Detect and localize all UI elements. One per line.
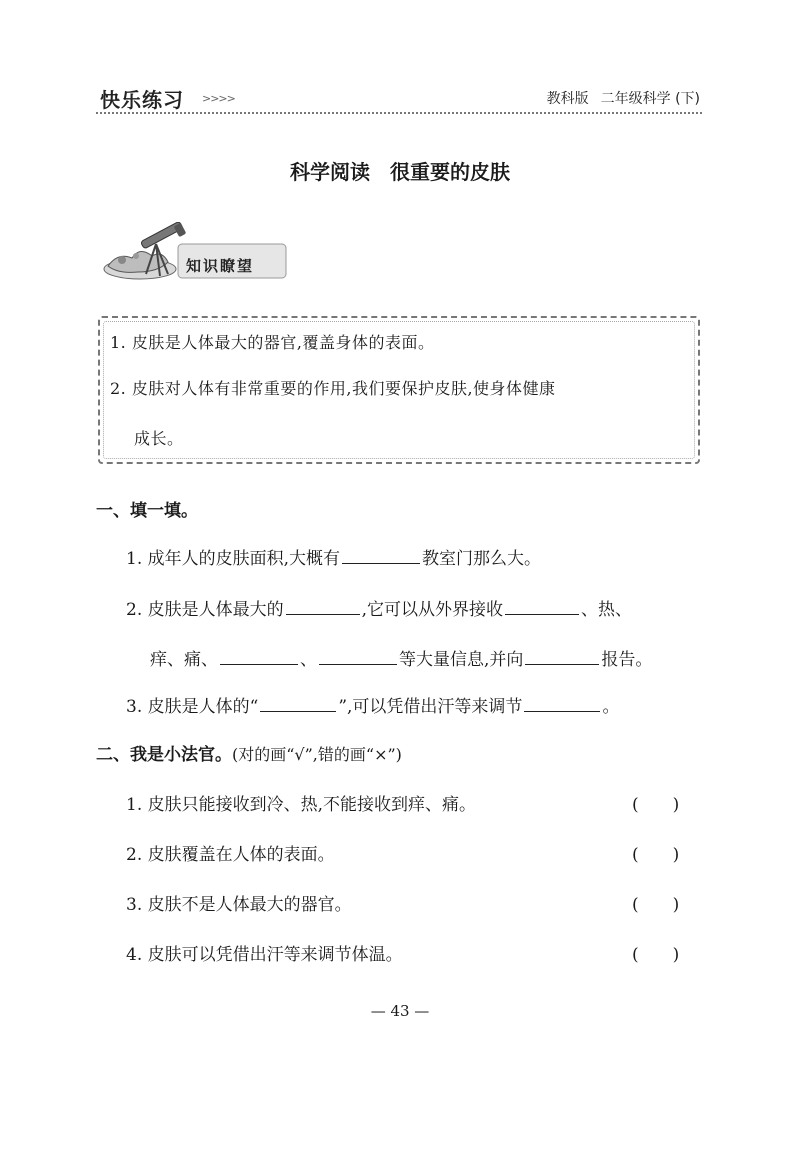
section-2-heading [96, 740, 402, 765]
fill-question-3 [126, 692, 619, 717]
answer-parentheses[interactable]: ( ) [632, 845, 680, 865]
question-text: 、 [300, 650, 317, 670]
edition-label: 教科版 [546, 91, 589, 107]
answer-blank[interactable] [319, 650, 397, 665]
answer-blank[interactable] [525, 650, 599, 665]
question-text: 、热、 [581, 600, 633, 620]
fill-question-1 [126, 544, 541, 569]
judge-item-3: 3. 皮肤不是人体最大的器官。 [126, 895, 352, 915]
knowledge-item-2-cont: 成长。 [134, 429, 184, 448]
page-title: 科学阅读 很重要的皮肤 [290, 160, 510, 184]
badge-label: 知识瞭望 [186, 257, 255, 275]
answer-blank[interactable] [342, 549, 420, 564]
question-text: 1. 成年人的皮肤面积,大概有 [126, 549, 341, 569]
fill-question-2 [126, 595, 632, 620]
answer-parentheses[interactable]: ( ) [632, 895, 680, 915]
knowledge-box [98, 316, 700, 464]
header-divider [96, 112, 702, 114]
answer-blank[interactable] [220, 650, 298, 665]
question-text: ”,可以凭借出汗等来调节 [338, 697, 523, 717]
answer-blank[interactable] [505, 600, 579, 615]
header-title: 快乐练习 [100, 88, 184, 112]
section-2-title: 二、我是小法官。 [96, 745, 232, 765]
answer-blank[interactable] [286, 600, 360, 615]
question-text: ,它可以从外界接收 [361, 600, 504, 620]
question-text: 报告。 [601, 650, 653, 670]
knowledge-badge [100, 222, 290, 284]
section-2-instructions: (对的画“√”,错的画“×”) [232, 745, 402, 764]
knowledge-item-2: 2. 皮肤对人体有非常重要的作用,我们要保护皮肤,使身体健康 [110, 379, 556, 398]
question-text: 2. 皮肤是人体最大的 [126, 600, 284, 620]
section-1-heading: 一、填一填。 [96, 501, 198, 521]
question-text: 教室门那么大。 [422, 549, 542, 569]
question-text: 痒、痛、 [150, 650, 218, 670]
subject-label: 二年级科学 (下) [600, 91, 700, 107]
page-number: — 43 — [370, 1002, 430, 1020]
question-text: 3. 皮肤是人体的“ [126, 697, 259, 717]
judge-item-4: 4. 皮肤可以凭借出汗等来调节体温。 [126, 945, 403, 965]
chevron-right-icon: >>>> [202, 92, 235, 105]
judge-item-2: 2. 皮肤覆盖在人体的表面。 [126, 845, 335, 865]
answer-parentheses[interactable]: ( ) [632, 945, 680, 965]
answer-blank[interactable] [524, 697, 600, 712]
fill-question-2-cont [150, 645, 652, 670]
answer-blank[interactable] [260, 697, 336, 712]
question-text: 等大量信息,并向 [399, 650, 524, 670]
header-meta [547, 88, 700, 108]
question-text: 。 [602, 697, 620, 717]
answer-parentheses[interactable]: ( ) [632, 795, 680, 815]
page-header [96, 76, 702, 114]
knowledge-item-1: 1. 皮肤是人体最大的器官,覆盖身体的表面。 [110, 333, 435, 352]
judge-item-1: 1. 皮肤只能接收到冷、热,不能接收到痒、痛。 [126, 795, 477, 815]
